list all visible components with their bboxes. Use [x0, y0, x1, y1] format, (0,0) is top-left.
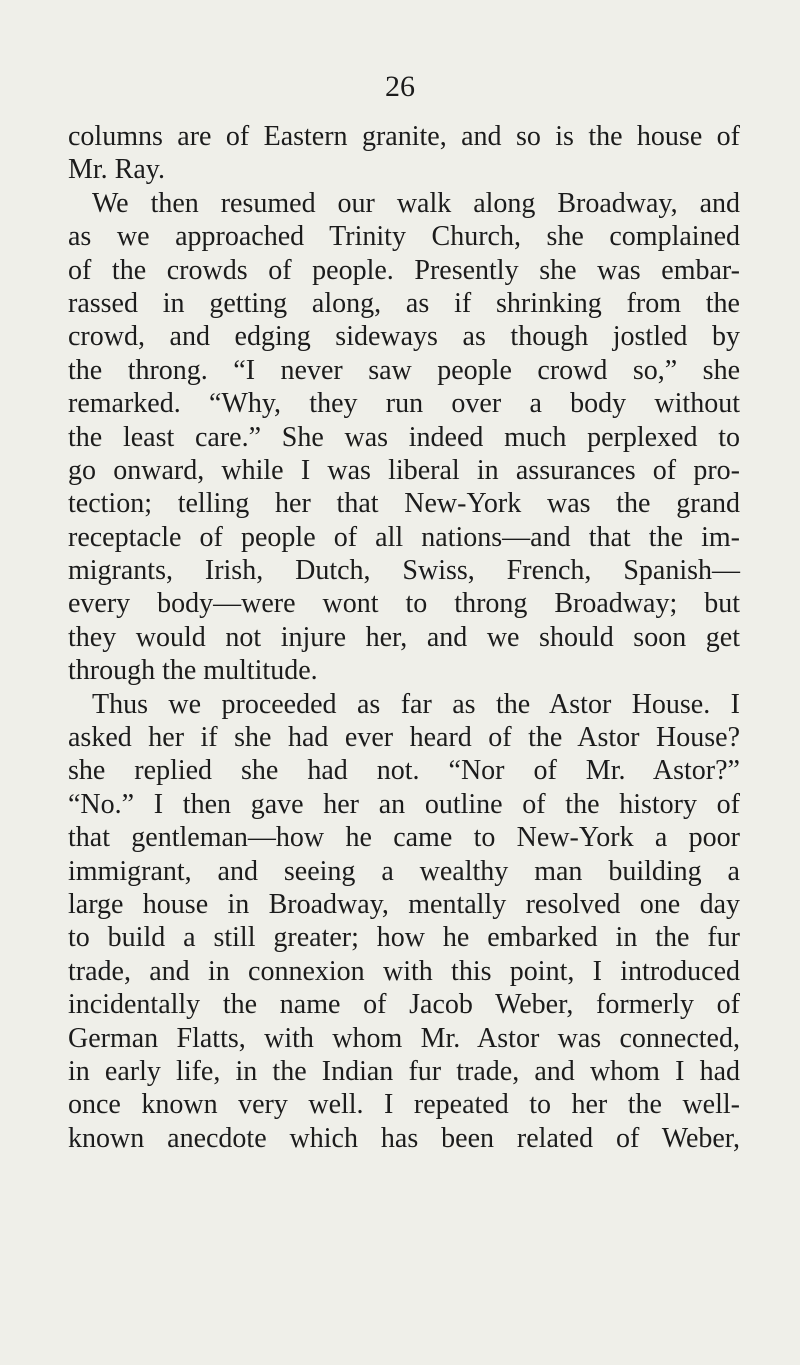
text-line: through the multitude.: [68, 655, 318, 687]
text-line: We then resumed our walk along Broadway, and: [92, 187, 740, 219]
text-line: migrants, Irish, Dutch, Swiss, French, Spanish—: [68, 555, 740, 587]
text-line: immigrant, and seeing a wealthy man building a: [68, 855, 740, 887]
text-line: columns are of Eastern granite, and so is the house of: [68, 121, 740, 152]
text-line: German Flatts, with whom Mr. Astor was connected,: [68, 1022, 740, 1054]
text-line: tection; telling her that New-York was the grand: [68, 488, 740, 520]
text-line: crowd, and edging sideways as though jostled by: [68, 321, 740, 353]
page-number: 26: [385, 70, 415, 103]
text-line: large house in Broadway, mentally resolved one day: [68, 888, 740, 920]
text-line: in early life, in the Indian fur trade, and whom I had: [68, 1055, 740, 1087]
text-line: the throng. “I never saw people crowd so,” she: [68, 354, 740, 386]
text-line: every body—were wont to throng Broadway; but: [68, 588, 740, 620]
text-line: the least care.” She was indeed much perplexed to: [68, 421, 740, 453]
text-line: she replied she had not. “Nor of Mr. Astor?”: [68, 755, 740, 787]
text-line: rassed in getting along, as if shrinking from the: [68, 287, 740, 319]
text-line: trade, and in connexion with this point, I introduced: [68, 955, 740, 987]
text-line: that gentleman—how he came to New-York a poor: [68, 822, 740, 854]
text-line: once known very well. I repeated to her the well-: [68, 1089, 740, 1121]
text-line: receptacle of people of all nations—and that the im-: [68, 521, 740, 553]
text-line: Mr. Ray.: [68, 154, 165, 186]
text-line: known anecdote which has been related of Weber,: [68, 1122, 740, 1154]
body-text: [68, 120, 740, 1155]
text-line: of the crowds of people. Presently she was embar-: [68, 254, 740, 286]
text-line: incidentally the name of Jacob Weber, formerly of: [68, 989, 740, 1021]
text-line: remarked. “Why, they run over a body without: [68, 388, 740, 420]
text-line: “No.” I then gave her an outline of the history of: [68, 788, 740, 820]
text-line: asked her if she had ever heard of the Astor House?: [68, 722, 740, 754]
text-line: as we approached Trinity Church, she complained: [68, 221, 740, 253]
text-line: go onward, while I was liberal in assurances of pro-: [68, 454, 740, 486]
text-line: they would not injure her, and we should soon get: [68, 621, 740, 653]
text-line: to build a still greater; how he embarked in the fur: [68, 922, 740, 954]
text-line: Thus we proceeded as far as the Astor House. I: [92, 688, 740, 720]
